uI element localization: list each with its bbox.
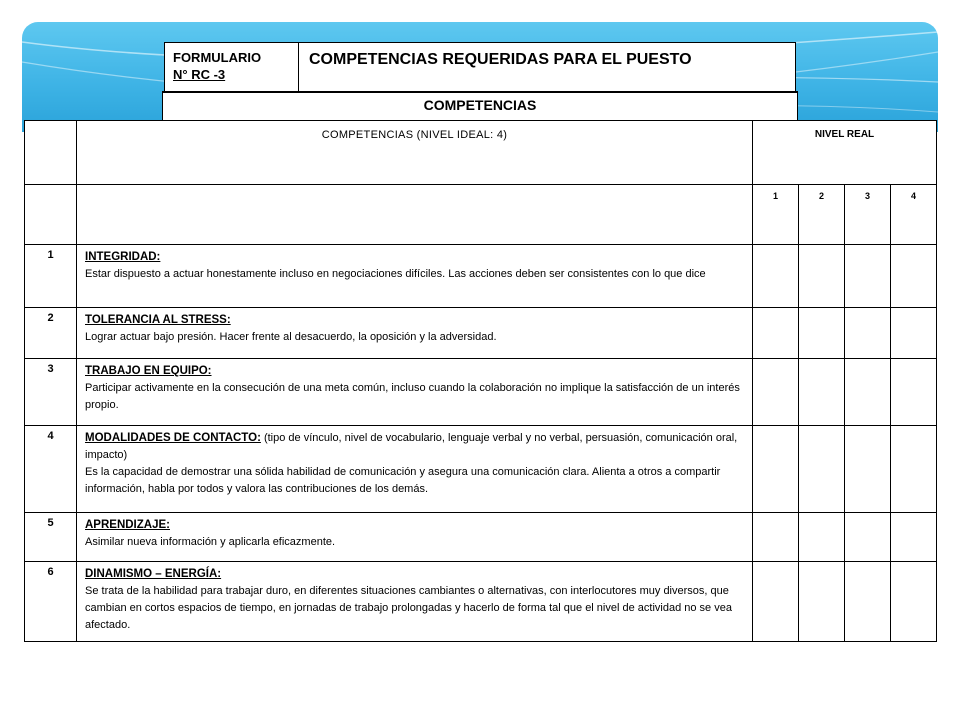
level-4-header: 4: [891, 185, 937, 245]
competency-description: Participar activamente en la consecución de una meta común, incluso cuando la colaboración no implique la satisfacción de un interés propio.: [85, 382, 740, 411]
section-title: COMPETENCIAS: [162, 91, 798, 121]
table-row: [25, 359, 937, 426]
level-3-checkbox-cell[interactable]: [845, 308, 891, 359]
table-row: [25, 308, 937, 359]
competency-title: MODALIDADES DE CONTACTO:: [85, 432, 261, 444]
level-2-checkbox-cell[interactable]: [799, 426, 845, 513]
level-4-checkbox-cell[interactable]: [891, 562, 937, 642]
level-1-checkbox-cell[interactable]: [753, 562, 799, 642]
table-row: [25, 426, 937, 513]
table-header-row: [25, 121, 937, 185]
page-title: COMPETENCIAS REQUERIDAS PARA EL PUESTO: [298, 42, 796, 92]
competency-title: TOLERANCIA AL STRESS:: [85, 314, 231, 326]
competency-description: Es la capacidad de demostrar una sólida habilidad de comunicación y asegura una comunicación clara. Alienta a otros a compartir información, habla por todos y valora las contribuciones de los demás.: [85, 466, 721, 495]
level-4-checkbox-cell[interactable]: [891, 359, 937, 426]
level-3-checkbox-cell[interactable]: [845, 245, 891, 308]
competency-description: Se trata de la habilidad para trabajar duro, en diferentes situaciones cambiantes o alternativas, con interlocutores muy diversos, que cambian en cortos espacios de tiempo, en jornadas de trabajo prolongadas y hacerlo de forma tal que el nivel de actividad no se vea afectado.: [85, 585, 732, 631]
level-2-checkbox-cell[interactable]: [799, 308, 845, 359]
table-row: [25, 562, 937, 642]
level-empty-cell: [77, 185, 753, 245]
level-1-header: 1: [753, 185, 799, 245]
table-row: [25, 245, 937, 308]
competencies-table: [24, 120, 937, 642]
competency-description: Estar dispuesto a actuar honestamente incluso en negociaciones difíciles. Las acciones deben ser consistentes con lo que dice: [85, 268, 706, 280]
level-2-header: 2: [799, 185, 845, 245]
level-2-checkbox-cell[interactable]: [799, 245, 845, 308]
competency-description-cell: [77, 245, 753, 308]
real-level-header: NIVEL REAL: [753, 121, 937, 185]
form-number: N° RC -3: [173, 67, 226, 82]
competency-description-cell: [77, 562, 753, 642]
level-4-checkbox-cell[interactable]: [891, 513, 937, 562]
competency-title: DINAMISMO – ENERGÍA:: [85, 568, 222, 580]
competency-title: TRABAJO EN EQUIPO:: [85, 365, 212, 377]
level-1-checkbox-cell[interactable]: [753, 513, 799, 562]
section-divider: [162, 91, 798, 93]
level-4-checkbox-cell[interactable]: [891, 308, 937, 359]
competency-number: 3: [25, 359, 77, 426]
level-1-checkbox-cell[interactable]: [753, 245, 799, 308]
competency-number: 4: [25, 426, 77, 513]
form-number-box: [164, 42, 298, 92]
competency-number: 6: [25, 562, 77, 642]
table-row: [25, 513, 937, 562]
level-3-checkbox-cell[interactable]: [845, 359, 891, 426]
competency-number: 1: [25, 245, 77, 308]
competency-subtitle: (tipo de vínculo, nivel de vocabulario, lenguaje verbal y no verbal, persuasión, comunicación oral, impacto): [85, 432, 738, 461]
level-1-checkbox-cell[interactable]: [753, 308, 799, 359]
level-4-checkbox-cell[interactable]: [891, 245, 937, 308]
level-3-checkbox-cell[interactable]: [845, 513, 891, 562]
ideal-level-header: COMPETENCIAS (NIVEL IDEAL: 4): [77, 121, 753, 185]
level-3-checkbox-cell[interactable]: [845, 426, 891, 513]
competency-description-cell: [77, 359, 753, 426]
level-2-checkbox-cell[interactable]: [799, 513, 845, 562]
competency-description-cell: [77, 513, 753, 562]
level-2-checkbox-cell[interactable]: [799, 359, 845, 426]
level-4-checkbox-cell[interactable]: [891, 426, 937, 513]
competency-title: APRENDIZAJE:: [85, 519, 170, 531]
competency-description: Asimilar nueva información y aplicarla eficazmente.: [85, 536, 336, 548]
competency-number: 5: [25, 513, 77, 562]
form-label: FORMULARIO: [173, 50, 262, 65]
competency-title: INTEGRIDAD:: [85, 251, 161, 263]
level-1-checkbox-cell[interactable]: [753, 426, 799, 513]
level-1-checkbox-cell[interactable]: [753, 359, 799, 426]
competency-description-cell: [77, 426, 753, 513]
level-2-checkbox-cell[interactable]: [799, 562, 845, 642]
header-empty-cell: [25, 121, 77, 185]
competency-rows: [25, 245, 937, 642]
competency-description: Lograr actuar bajo presión. Hacer frente al desacuerdo, la oposición y la adversidad.: [85, 331, 497, 343]
level-numbers-row: [25, 185, 937, 245]
level-3-header: 3: [845, 185, 891, 245]
level-3-checkbox-cell[interactable]: [845, 562, 891, 642]
level-empty-cell: [25, 185, 77, 245]
competency-number: 2: [25, 308, 77, 359]
competency-description-cell: [77, 308, 753, 359]
